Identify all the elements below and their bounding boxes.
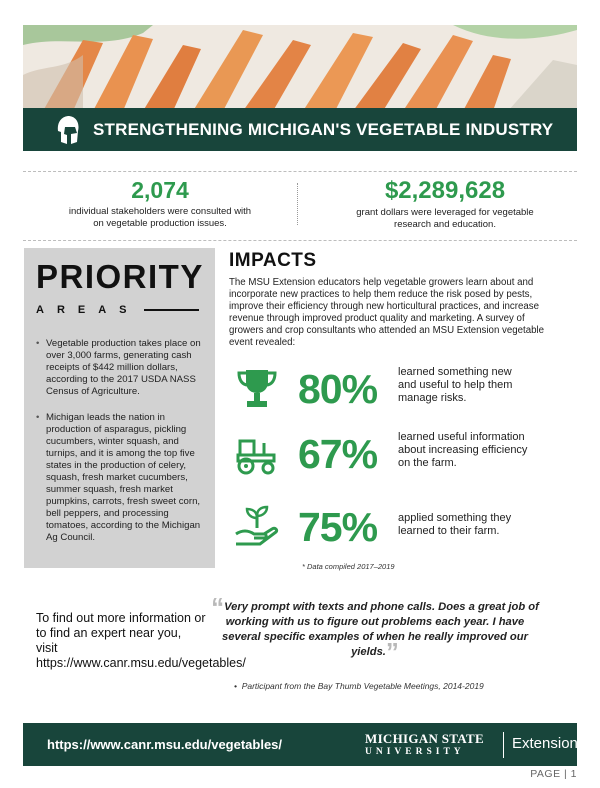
areas-subheading: AREAS [36,304,140,316]
impact-text-line: learned to their farm. [398,525,500,537]
impact-text-line: on the farm. [398,457,457,469]
stat-value: $2,289,628 [384,177,506,204]
page-title: STRENGTHENING MICHIGAN'S VEGETABLE INDUSTRY [93,119,554,139]
seedling-hand-icon [234,504,280,550]
areas-rule [144,309,199,311]
page-number: PAGE | 1 [530,768,577,780]
attribution-text: Participant from the Bay Thumb Vegetable Meetings, 2014-2019 [241,681,484,691]
impact-percent: 75% [298,504,378,550]
open-quote-mark: “ [211,592,225,622]
impacts-heading: IMPACTS [229,250,317,271]
divider-top [23,171,577,172]
stat-stakeholders [60,177,260,230]
find-out-more-text: To find out more information or to find an expert near you, visit https://www.canr.msu.edu/vegetables/ [36,611,246,670]
divider-middle [23,240,577,241]
impact-text [398,431,527,470]
footer-separator [503,732,504,758]
stat-desc-line2: on vegetable production issues. [93,218,227,229]
impact-text-line: applied something they [398,512,512,524]
priority-item: • Vegetable production takes place on over 3,000 farms, generating cash receipts of $442 million dollars, according to the 2017 USDA NASS Census of Agriculture. [36,338,203,398]
priority-areas-panel [24,248,215,568]
stat-desc-line1: grant dollars were leveraged for vegetable [356,207,534,218]
msu-wordmark-line2: UNIVERSITY [365,747,465,757]
stat-desc-line1: individual stakeholders were consulted with [68,206,252,217]
stat-grant-dollars [330,177,560,231]
priority-heading: PRIORITY [36,258,204,295]
extension-wordmark: Extension [512,735,578,752]
stats-separator [297,183,298,225]
impact-text-line: and useful to help them [398,379,513,391]
impact-text-line: learned useful information [398,431,525,443]
testimonial-text: Very prompt with texts and phone calls. Does a great job of working with us to figure out problems each year. I have several specific examples of when he really improved our yields. [222,601,539,658]
testimonial-attribution: • Participant from the Bay Thumb Vegetable Meetings, 2014-2019 [234,681,484,691]
impact-text [398,366,512,405]
title-banner [23,108,577,151]
spartan-helmet-icon [55,115,81,145]
impact-text-line: about increasing efficiency [398,444,528,456]
impact-row-applied [232,500,572,556]
impact-row-efficiency [232,427,572,483]
impact-text-line: learned something new [398,366,512,378]
impact-percent: 80% [298,366,378,412]
impact-text [398,512,511,538]
priority-list [36,338,203,544]
impacts-intro: The MSU Extension educators help vegetable growers learn about and incorporate new practices to help them reduce the risk posed by pests, improve their efficiency through new horticultural practices, and increase revenue through improved product quality and marketing. A survey of growers and crop consultants who attended an MSU Extension vegetable event revealed: [229,277,545,348]
areas-subheading-row [36,304,203,316]
impact-text-line: manage risks. [398,392,467,404]
close-quote-mark: ” [385,637,399,667]
priority-item: • Michigan leads the nation in production of asparagus, pickling cucumbers, winter squash, and turnips, and it is among the top five states in the production of celery, squash, fresh market cucumbers, summer squash, fresh market pumpkins, carrots, fresh sweet corn, bell peppers, and processing tomatoes, according to the Michigan Ag Council. [36,412,203,544]
footer-url-link[interactable]: https://www.canr.msu.edu/vegetables/ [47,737,283,752]
tractor-icon [234,431,280,477]
testimonial-quote [210,592,540,667]
hero-image-carrots [23,25,577,111]
trophy-icon [234,366,280,412]
impact-row-risks [232,362,572,418]
data-note: * Data compiled 2017–2019 [302,562,395,571]
msu-wordmark [365,731,484,757]
footer-banner [23,723,577,766]
impact-percent: 67% [298,431,378,477]
stat-desc-line2: research and education. [394,219,496,230]
stat-value: 2,074 [131,177,189,203]
msu-wordmark-line1: MICHIGAN STATE [365,731,484,746]
